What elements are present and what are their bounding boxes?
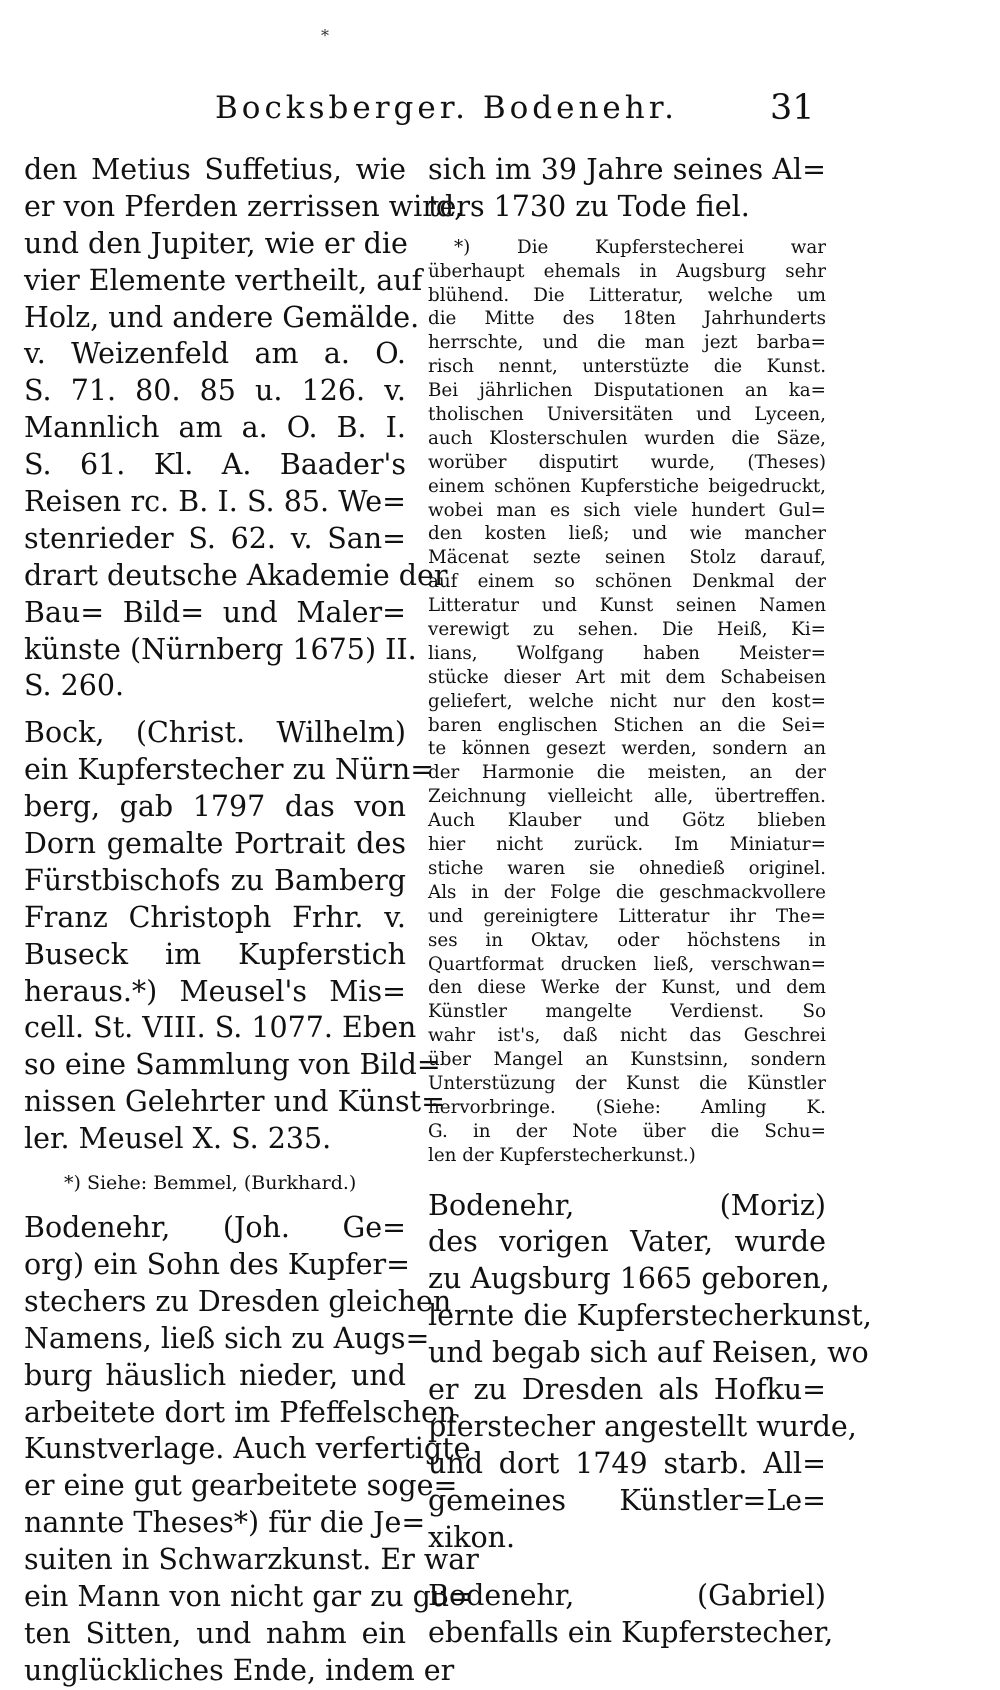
text-line: berg, gab 1797 das von bbox=[24, 790, 406, 824]
footnote-line: len der Kupferstecherkunst.) bbox=[428, 1144, 696, 1166]
text-line: lernte die Kupferstecherkunst, bbox=[428, 1299, 872, 1333]
entry-heading-line: Bodenehr, (Joh. Ge= bbox=[24, 1211, 406, 1245]
text-line: Dorn gemalte Portrait des bbox=[24, 827, 406, 861]
footnote-line: G. in der Note über die Schu= bbox=[428, 1120, 826, 1142]
text-line: cell. St. VIII. S. 1077. Eben bbox=[24, 1011, 417, 1045]
page-number: 31 bbox=[770, 88, 815, 128]
text-line: heraus.*) Meusel's Mis= bbox=[24, 974, 406, 1008]
footnote-bock: *) Siehe: Bemmel, (Burkhard.) bbox=[64, 1172, 357, 1195]
text-line: Bau= Bild= und Maler= bbox=[24, 595, 406, 629]
text-line: burg häuslich nieder, und bbox=[24, 1358, 406, 1392]
text-line: und den Jupiter, wie er die bbox=[24, 226, 408, 260]
text-line: ein Mann von nicht gar zu gu= bbox=[24, 1579, 474, 1613]
text-line: nannte Theses*) für die Je= bbox=[24, 1506, 426, 1540]
footnote-line: herrschte, und die man jezt barba= bbox=[428, 332, 826, 354]
footnote-line: Quartformat drucken ließ, verschwan= bbox=[428, 953, 826, 975]
footnote-line: hier nicht zurück. Im Miniatur= bbox=[428, 834, 826, 856]
text-line: Mannlich am a. O. B. I. bbox=[24, 411, 406, 445]
entry-bodenehr-gabriel bbox=[428, 1578, 834, 1652]
text-line: v. Weizenfeld am a. O. bbox=[24, 337, 406, 371]
entry-continuation bbox=[24, 152, 464, 705]
footnote-line: baren englischen Stichen an die Sei= bbox=[428, 714, 826, 736]
text-line: künste (Nürnberg 1675) II. bbox=[24, 632, 417, 666]
footnote-line: Auch Klauber und Götz blieben bbox=[428, 810, 826, 832]
text-line: S. 71. 80. 85 u. 126. v. bbox=[24, 374, 406, 408]
text-line: arbeitete dort im Pfeffelschen bbox=[24, 1395, 457, 1429]
text-line: er eine gut gearbeitete soge= bbox=[24, 1469, 458, 1503]
footnote-line: worüber disputirt wurde, (Theses) bbox=[428, 451, 826, 473]
footnote-line: wobei man es sich viele hundert Gul= bbox=[428, 499, 826, 521]
text-line: Buseck im Kupferstich bbox=[24, 937, 406, 971]
footnote-line: tholischen Universitäten und Lyceen, bbox=[428, 404, 826, 426]
footnote-line: auch Klosterschulen wurden die Säze, bbox=[428, 427, 826, 449]
text-line: zu Augsburg 1665 geboren, bbox=[428, 1262, 830, 1296]
text-line: sich im 39 Jahre seines Al= bbox=[428, 153, 826, 186]
text-line: Fürstbischofs zu Bamberg bbox=[24, 863, 406, 897]
footnote-line: geliefert, welche nicht nur den kost= bbox=[428, 690, 826, 712]
footnote-line: Zeichnung vielleicht alle, übertreffen. bbox=[428, 786, 826, 808]
text-line: stenrieder S. 62. v. San= bbox=[24, 521, 406, 555]
text-line: ters 1730 zu Tode fiel. bbox=[428, 189, 750, 223]
footnote-line: ses in Oktav, oder höchstens in bbox=[428, 929, 826, 951]
entry-heading-line: Bodenehr, (Gabriel) bbox=[428, 1579, 826, 1613]
text-line: so eine Sammlung von Bild= bbox=[24, 1048, 441, 1082]
right-column bbox=[428, 152, 872, 1652]
text-line: Holz, und andere Gemälde. bbox=[24, 300, 420, 334]
footnote-line: Bei jährlichen Disputationen an ka= bbox=[428, 380, 826, 402]
entry-heading-line: Bock, (Christ. Wilhelm) bbox=[24, 716, 406, 750]
text-line: gemeines Künstler=Le= bbox=[428, 1483, 826, 1517]
footnote-line: te können gesezt werden, sondern an bbox=[428, 738, 826, 760]
running-head: Bocksberger. Bodenehr. bbox=[215, 90, 678, 126]
text-line: und dort 1749 starb. All= bbox=[428, 1446, 826, 1480]
footnote-line: auf einem so schönen Denkmal der bbox=[428, 571, 826, 593]
text-line: er zu Dresden als Hofku= bbox=[428, 1372, 826, 1406]
footnote-line: hervorbringe. (Siehe: Amling K. bbox=[428, 1096, 826, 1118]
footnote-line: *) Die Kupferstecherei war bbox=[454, 236, 826, 258]
entry-heading-line: Bodenehr, (Moriz) bbox=[428, 1188, 826, 1222]
text-line: xikon. bbox=[428, 1520, 516, 1554]
text-line: des vorigen Vater, wurde bbox=[428, 1225, 826, 1259]
footnote-line: überhaupt ehemals in Augsburg sehr bbox=[428, 260, 826, 282]
footnote-line: Künstler mangelte Verdienst. So bbox=[428, 1001, 826, 1023]
text-line: stechers zu Dresden gleichen bbox=[24, 1284, 452, 1318]
footnote-line: wahr ist's, daß nicht das Geschrei bbox=[428, 1025, 826, 1047]
footnote-line: verewigt zu sehen. Die Heiß, Ki= bbox=[428, 619, 826, 641]
footnote-line: lians, Wolfgang haben Meister= bbox=[428, 642, 826, 664]
text-line: Namens, ließ sich zu Augs= bbox=[24, 1321, 430, 1355]
footnote-line: die Mitte des 18ten Jahrhunderts bbox=[428, 308, 826, 330]
footnote-line: einem schönen Kupferstiche beigedruckt, bbox=[428, 475, 826, 497]
entry-bock bbox=[24, 715, 445, 1158]
footnote-line: den kosten ließ; und wie mancher bbox=[428, 523, 826, 545]
footnote-line: Mäcenat sezte seinen Stolz darauf, bbox=[428, 547, 826, 569]
footnote-line: Litteratur und Kunst seinen Namen bbox=[428, 595, 826, 617]
entry-bodenehr-moriz bbox=[428, 1188, 872, 1557]
footnote-line: blühend. Die Litteratur, welche um bbox=[428, 284, 826, 306]
text-line: nissen Gelehrter und Künst= bbox=[24, 1085, 445, 1119]
text-line: und begab sich auf Reisen, wo bbox=[428, 1336, 869, 1370]
text-line: S. 61. Kl. A. Baader's bbox=[24, 448, 406, 482]
text-line: Reisen rc. B. I. S. 85. We= bbox=[24, 485, 406, 519]
text-line: ten Sitten, und nahm ein bbox=[24, 1616, 406, 1650]
footnote-line: Unterstüzung der Kunst die Künstler bbox=[428, 1072, 826, 1094]
footnote-line: stiche waren sie ohnedieß originel. bbox=[428, 857, 826, 879]
header-ornament: * bbox=[321, 26, 329, 45]
text-line: pferstecher angestellt wurde, bbox=[428, 1409, 857, 1443]
footnote-line: Als in der Folge die geschmackvollere bbox=[428, 881, 826, 903]
footnote-kupferstecherei bbox=[428, 236, 826, 1168]
text-line: vier Elemente vertheilt, auf bbox=[24, 263, 423, 297]
text-line: Kunstverlage. Auch verfertigte bbox=[24, 1432, 471, 1466]
text-line: ein Kupferstecher zu Nürn= bbox=[24, 753, 435, 787]
footnote-line: stücke dieser Art mit dem Schabeisen bbox=[428, 666, 826, 688]
text-line: ebenfalls ein Kupferstecher, bbox=[428, 1616, 834, 1650]
footnote-line: den diese Werke der Kunst, und dem bbox=[428, 977, 826, 999]
footnote-line: der Harmonie die meisten, an der bbox=[428, 762, 826, 784]
text-line: unglückliches Ende, indem er bbox=[24, 1653, 455, 1687]
text-line: den Metius Suffetius, wie bbox=[24, 153, 406, 186]
text-line: S. 260. bbox=[24, 669, 125, 703]
entry-continuation-right bbox=[428, 152, 826, 226]
footnote-line: risch nennt, unterstüzte die Kunst. bbox=[428, 356, 826, 378]
text-line: suiten in Schwarzkunst. Er war bbox=[24, 1543, 479, 1577]
footnote-line: über Mangel an Kunstsinn, sondern bbox=[428, 1049, 826, 1071]
footnote-line: und gereinigtere Litteratur ihr The= bbox=[428, 905, 826, 927]
text-line: ler. Meusel X. S. 235. bbox=[24, 1122, 332, 1156]
text-line: er von Pferden zerrissen wird, bbox=[24, 189, 464, 223]
text-line: drart deutsche Akademie der bbox=[24, 558, 448, 592]
text-line: Franz Christoph Frhr. v. bbox=[24, 900, 406, 934]
text-line: org) ein Sohn des Kupfer= bbox=[24, 1247, 411, 1281]
